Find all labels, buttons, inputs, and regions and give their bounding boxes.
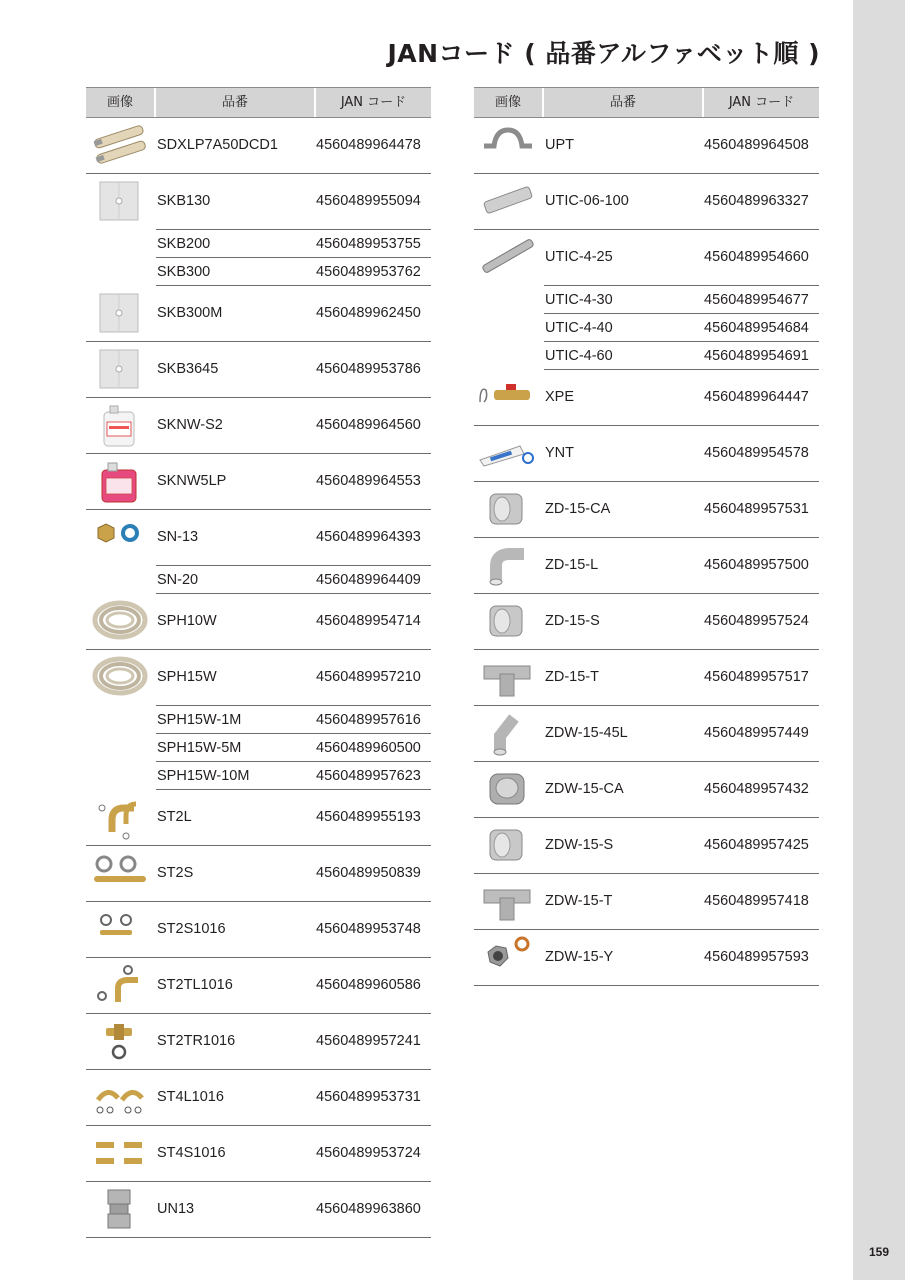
part-number: ST2S1016 [157, 921, 226, 937]
part-number: UTIC-4-60 [545, 348, 613, 364]
jan-code: 4560489957425 [704, 837, 809, 853]
jan-code: 4560489955094 [316, 193, 421, 209]
jan-code: 4560489957418 [704, 893, 809, 909]
part-number: ST4S1016 [157, 1145, 226, 1161]
table-row [544, 314, 819, 342]
table-row [156, 706, 431, 734]
table-row [86, 174, 431, 230]
jan-code: 4560489957623 [316, 768, 421, 784]
part-number: SKB300M [157, 305, 223, 321]
part-number: SKB300 [157, 264, 211, 280]
table-row [474, 482, 819, 538]
jan-code: 4560489954684 [704, 320, 809, 336]
clamp-pair-icon [88, 906, 152, 953]
table-header [474, 87, 819, 118]
table-row [86, 846, 431, 902]
jan-code: 4560489964447 [704, 389, 809, 405]
part-number: UTIC-4-30 [545, 292, 613, 308]
part-number: SPH15W-10M [157, 768, 250, 784]
jan-code: 4560489957593 [704, 949, 809, 965]
table-row [86, 650, 431, 706]
jan-table-right [474, 87, 819, 986]
table-row [474, 426, 819, 482]
table-row [86, 118, 431, 174]
jan-code: 4560489960500 [316, 740, 421, 756]
jan-code: 4560489957500 [704, 557, 809, 573]
saddle-band-icon [476, 122, 540, 169]
part-number: ZDW-15-T [545, 893, 613, 909]
table-row [86, 1182, 431, 1238]
part-number: ST2S [157, 865, 194, 881]
header-part: 品番 [156, 88, 314, 117]
board-icon [88, 178, 152, 225]
table-header [86, 87, 431, 118]
board-icon [88, 290, 152, 337]
part-number: ZD-15-T [545, 669, 599, 685]
jan-code: 4560489954714 [316, 613, 421, 629]
table-row [474, 818, 819, 874]
part-number: SPH15W-5M [157, 740, 242, 756]
jan-code: 4560489957517 [704, 669, 809, 685]
tee-fitting-icon [476, 654, 540, 701]
table-row [86, 1126, 431, 1182]
header-jan: JAN コード [316, 88, 431, 117]
table-row [474, 650, 819, 706]
table-row [86, 594, 431, 650]
part-number: ST2L [157, 809, 192, 825]
jan-code: 4560489964393 [316, 529, 421, 545]
table-row [474, 230, 819, 286]
jan-code: 4560489954691 [704, 348, 809, 364]
table-row [86, 398, 431, 454]
part-number: SKB200 [157, 236, 211, 252]
jan-code: 4560489957241 [316, 1033, 421, 1049]
table-row [86, 286, 431, 342]
header-image: 画像 [474, 88, 542, 117]
part-number: UTIC-4-25 [545, 249, 613, 265]
part-number: ZDW-15-S [545, 837, 614, 853]
part-number: ZD-15-L [545, 557, 599, 573]
part-number: SPH15W [157, 669, 217, 685]
table-row [474, 874, 819, 930]
side-margin-bar [853, 0, 905, 1280]
socket-icon [476, 486, 540, 533]
tube-paste-icon [476, 430, 540, 477]
part-number: SKB130 [157, 193, 211, 209]
header-jan: JAN コード [704, 88, 819, 117]
jan-code: 4560489964560 [316, 417, 421, 433]
table-row [474, 118, 819, 174]
socket-icon [476, 822, 540, 869]
table-row [156, 258, 431, 286]
table-row [474, 706, 819, 762]
hose-coil-icon [88, 654, 152, 701]
jan-code: 4560489957524 [704, 613, 809, 629]
elbow-fitting-icon [476, 542, 540, 589]
table-row [474, 370, 819, 426]
jan-code: 4560489953762 [316, 264, 421, 280]
table-row [86, 902, 431, 958]
table-row [474, 538, 819, 594]
bottle-white-icon [88, 402, 152, 449]
elbow-brass-icon [88, 794, 152, 841]
header-image: 画像 [86, 88, 154, 117]
table-row [474, 930, 819, 986]
part-number: ZDW-15-Y [545, 949, 614, 965]
jan-table-left [86, 87, 431, 1238]
table-row [86, 958, 431, 1014]
part-number: YNT [545, 445, 574, 461]
jan-code: 4560489953748 [316, 921, 421, 937]
jan-code: 4560489954660 [704, 249, 809, 265]
table-row [86, 454, 431, 510]
jan-code: 4560489954677 [704, 292, 809, 308]
nipple-clamp-icon [88, 1018, 152, 1065]
jan-code: 4560489957210 [316, 669, 421, 685]
jan-code: 4560489963327 [704, 193, 809, 209]
part-number: SN-20 [157, 572, 199, 588]
part-number: SN-13 [157, 529, 199, 545]
part-number: ZDW-15-45L [545, 725, 628, 741]
table-row [474, 762, 819, 818]
jan-code: 4560489964478 [316, 137, 421, 153]
jan-code: 4560489950839 [316, 865, 421, 881]
table-row [156, 734, 431, 762]
part-number: ZD-15-S [545, 613, 600, 629]
table-row [474, 174, 819, 230]
flex-tube-icon [476, 178, 540, 225]
table-row [156, 762, 431, 790]
socket-icon [476, 598, 540, 645]
jan-code: 4560489960586 [316, 977, 421, 993]
board-icon [88, 346, 152, 393]
jan-code: 4560489964553 [316, 473, 421, 489]
nipple-set-icon [88, 1130, 152, 1177]
part-number: SDXLP7A50DCD1 [157, 137, 278, 153]
part-number: ST2TL1016 [157, 977, 233, 993]
elbow-clamp-icon [88, 962, 152, 1009]
part-number: ZD-15-CA [545, 501, 611, 517]
part-number: ZDW-15-CA [545, 781, 624, 797]
part-number: UN13 [157, 1201, 195, 1217]
jan-code: 4560489957531 [704, 501, 809, 517]
part-number: SKNW5LP [157, 473, 227, 489]
union-gasket-icon [476, 934, 540, 981]
jan-code: 4560489964508 [704, 137, 809, 153]
valve-hook-icon [476, 374, 540, 421]
header-part: 品番 [544, 88, 702, 117]
jan-code: 4560489964409 [316, 572, 421, 588]
jan-code: 4560489953755 [316, 236, 421, 252]
page-title: JANコード ( 品番アルファベット順 ) [387, 39, 820, 68]
pipe-icon [88, 122, 152, 169]
jan-code: 4560489954578 [704, 445, 809, 461]
jan-code: 4560489957616 [316, 712, 421, 728]
jan-code: 4560489963860 [316, 1201, 421, 1217]
part-number: SPH15W-1M [157, 712, 242, 728]
cap-fitting-icon [476, 766, 540, 813]
table-row [86, 1070, 431, 1126]
flex-tube-diagonal-icon [476, 234, 540, 281]
table-row [86, 790, 431, 846]
table-row [86, 1014, 431, 1070]
part-number: UTIC-4-40 [545, 320, 613, 336]
part-number: UTIC-06-100 [545, 193, 629, 209]
elbow-set-icon [88, 1074, 152, 1121]
table-row [544, 286, 819, 314]
part-number: SPH10W [157, 613, 217, 629]
hose-coil-icon [88, 598, 152, 645]
jan-code: 4560489955193 [316, 809, 421, 825]
jan-code: 4560489957432 [704, 781, 809, 797]
jan-code: 4560489953786 [316, 361, 421, 377]
bottle-pink-icon [88, 458, 152, 505]
part-number: XPE [545, 389, 575, 405]
part-number: SKB3645 [157, 361, 219, 377]
table-row [474, 594, 819, 650]
table-row [86, 342, 431, 398]
jan-code: 4560489962450 [316, 305, 421, 321]
part-number: UPT [545, 137, 574, 153]
jan-code: 4560489953724 [316, 1145, 421, 1161]
table-row [156, 230, 431, 258]
table-row [86, 510, 431, 566]
page-number: 159 [868, 1245, 890, 1259]
table-row [544, 342, 819, 370]
elbow-45-icon [476, 710, 540, 757]
union-icon [88, 1186, 152, 1233]
clamp-set-icon [88, 850, 152, 897]
part-number: ST4L1016 [157, 1089, 224, 1105]
part-number: SKNW-S2 [157, 417, 223, 433]
jan-code: 4560489953731 [316, 1089, 421, 1105]
table-row [156, 566, 431, 594]
part-number: ST2TR1016 [157, 1033, 236, 1049]
nut-ring-icon [88, 514, 152, 561]
jan-code: 4560489957449 [704, 725, 809, 741]
tee-fitting-icon [476, 878, 540, 925]
